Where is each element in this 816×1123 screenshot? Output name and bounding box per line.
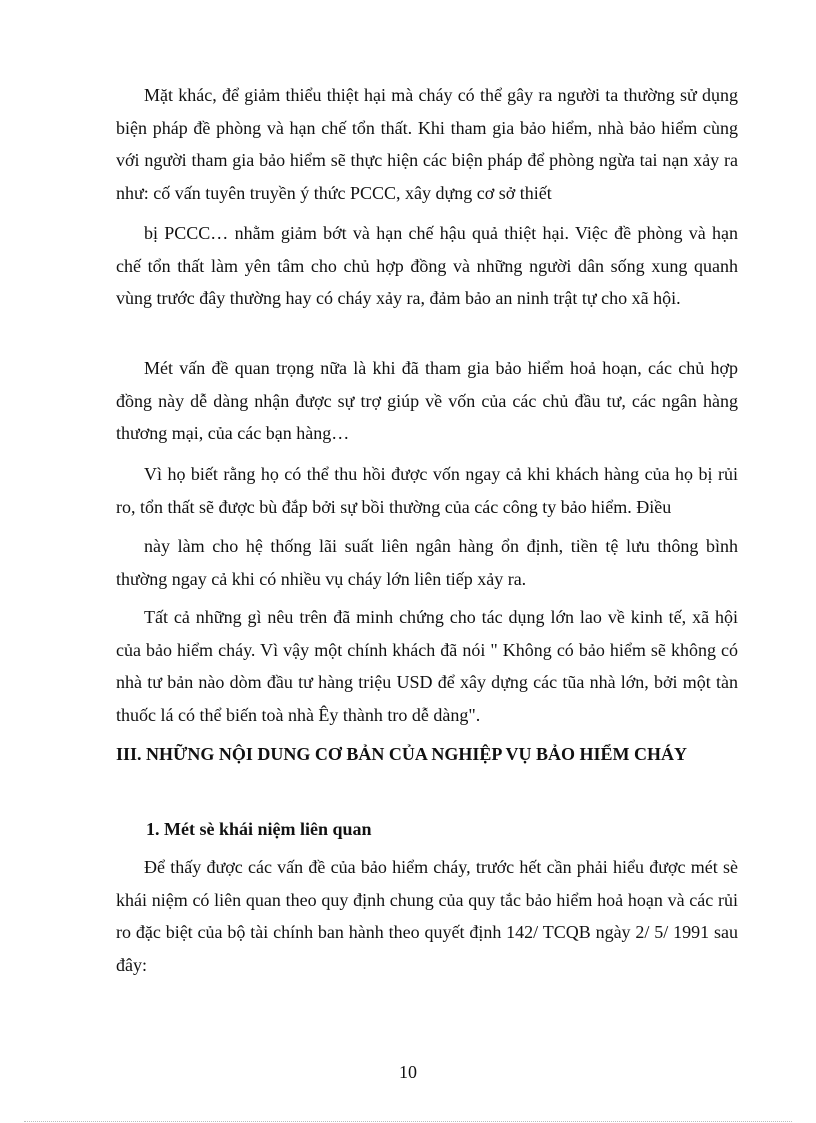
sub-heading: 1. Mét sè khái niệm liên quan xyxy=(146,819,372,839)
paragraph-3 xyxy=(116,352,738,450)
paragraph-1-text: Mặt khác, để giảm thiểu thiệt hại mà cháy có thể gây ra người ta thường sử dụng biện pháp đề phòng và hạn chế tổn thất. Khi tham gia bảo hiểm, nhà bảo hiểm cùng với người tham gia bảo hiểm sẽ thực hiện các biện pháp để phòng ngừa tai nạn xảy ra như: cố vấn tuyên truyền ý thức PCCC, xây dựng cơ sở thiết xyxy=(116,85,738,203)
paragraph-4 xyxy=(116,458,738,523)
closing-paragraph-text: Để thấy được các vấn đề của bảo hiểm cháy, trước hết cần phải hiểu được mét sè khái niệm có liên quan theo quy định chung của quy tắc bảo hiểm hoả hoạn và các rủi ro đặc biệt của bộ tài chính ban hành theo quyết định 142/ TCQB ngày 2/ 5/ 1991 sau đây: xyxy=(116,857,738,975)
paragraph-4-text: Vì họ biết rằng họ có thể thu hồi được vốn ngay cả khi khách hàng của họ bị rủi ro, tổn thất sẽ được bù đắp bởi sự bồi thường của các công ty bảo hiểm. Điều xyxy=(116,464,738,517)
page-number: 10 xyxy=(399,1062,417,1082)
paragraph-6 xyxy=(116,601,738,731)
paragraph-5-text: này làm cho hệ thống lãi suất liên ngân hàng ổn định, tiền tệ lưu thông bình thường ngay cả khi có nhiều vụ cháy lớn liên tiếp xảy ra. xyxy=(116,536,738,589)
bottom-dotted-rule xyxy=(24,1121,792,1122)
paragraph-2 xyxy=(116,217,738,315)
paragraph-1 xyxy=(116,79,738,209)
paragraph-5 xyxy=(116,530,738,595)
paragraph-6-text: Tất cả những gì nêu trên đã minh chứng cho tác dụng lớn lao về kinh tế, xã hội của bảo hiểm cháy. Vì vậy một chính khách đã nói " Không có bảo hiểm sẽ không có nhà tư bản nào dòm đầu tư hàng triệu USD để xây dựng các tũa nhà lớn, bởi một tàn thuốc lá có thể biến toà nhà Êy thành tro dễ dàng". xyxy=(116,607,738,725)
section-heading: III. NHỮNG NỘI DUNG CƠ BẢN CỦA NGHIỆP VỤ BẢO HIỂM CHÁY xyxy=(116,744,688,764)
paragraph-2-text: bị PCCC… nhằm giảm bớt và hạn chế hậu quả thiệt hại. Việc đề phòng và hạn chế tổn thất làm yên tâm cho chủ hợp đồng và những người dân sống xung quanh vùng trước đây thường hay có cháy xảy ra, đảm bảo an ninh trật tự cho xã hội. xyxy=(116,223,738,308)
paragraph-3-text: Mét vấn đề quan trọng nữa là khi đã tham gia bảo hiểm hoả hoạn, các chủ hợp đồng này dễ dàng nhận được sự trợ giúp về vốn của các chủ đầu tư, các ngân hàng thương mại, của các bạn hàng… xyxy=(116,358,738,443)
closing-paragraph xyxy=(116,851,738,981)
